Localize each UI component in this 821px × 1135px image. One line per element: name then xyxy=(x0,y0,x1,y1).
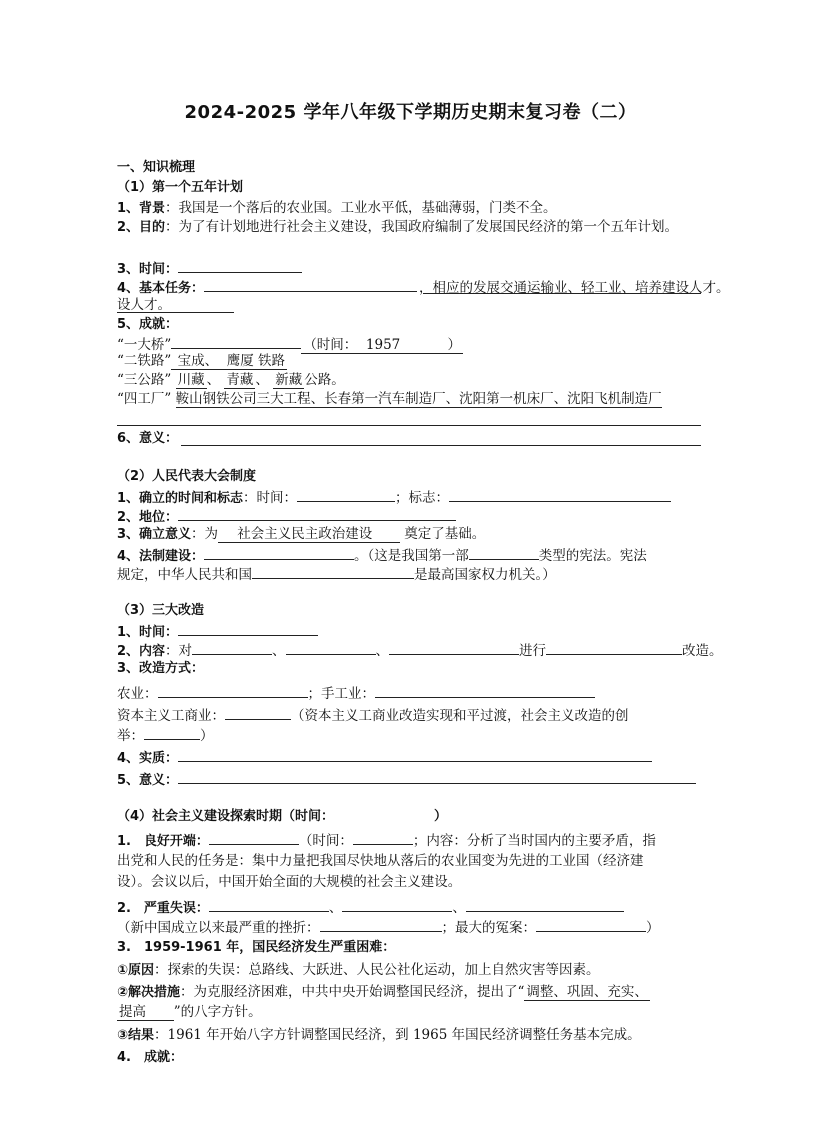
capital-line xyxy=(117,704,701,726)
good-start-time-blank[interactable] xyxy=(353,829,413,845)
capital-blank[interactable] xyxy=(225,704,291,720)
bridge-time-open: （时间： xyxy=(303,337,358,353)
agri-line xyxy=(117,682,701,704)
subheading-three-transformations: （3）三大改造 xyxy=(117,603,205,618)
meaning-post: 奠定了基础。 xyxy=(404,526,486,542)
content-blank-1[interactable] xyxy=(192,639,272,655)
rail-name-1: 宝成 xyxy=(177,353,205,369)
error-note-line xyxy=(117,916,701,938)
goal-line xyxy=(117,218,701,237)
good-start-time: （时间： xyxy=(298,833,353,849)
law-line2-pre: 规定，中华人民共和国 xyxy=(117,567,252,583)
road-line: “三公路” 川藏 、 青藏 、 新藏 公路。 xyxy=(117,372,345,388)
result-label: ③结果 xyxy=(117,1028,155,1043)
exploration-heading-text: （4）社会主义建设探索时期（时间： xyxy=(117,809,335,824)
essence-line xyxy=(117,746,701,768)
good-start-label: 良好开端 xyxy=(143,834,196,849)
method-line xyxy=(117,659,701,678)
error-colon: ： xyxy=(195,901,209,916)
error-note-mid: ；最大的冤案： xyxy=(441,920,536,936)
essence-blank[interactable] xyxy=(178,746,652,762)
content-separator-1: 、 xyxy=(272,643,286,659)
subheading-npc: （2）人民代表大会制度 xyxy=(117,469,257,484)
handicraft-label: ；手工业： xyxy=(307,686,375,702)
content-separator-2: 、 xyxy=(375,643,390,659)
result-line xyxy=(117,1026,701,1045)
status-line xyxy=(117,505,701,527)
error-label: 严重失误 xyxy=(143,901,196,916)
task-line xyxy=(117,276,730,298)
capital-note: （资本主义工商业改造实现和平过渡，社会主义改造的创 xyxy=(291,708,629,724)
meaning-fill: 社会主义民主政治建设 xyxy=(237,526,373,542)
cause-label: ①原因 xyxy=(117,963,155,978)
section-heading: 一、知识梳理 xyxy=(117,160,196,175)
good-start-line-3: 设）。会议以后，中国开始全面的大规模的社会主义建设。 xyxy=(117,874,462,890)
good-start-colon: ： xyxy=(195,834,209,849)
solution-line xyxy=(117,983,701,1002)
establish-mark-blank[interactable] xyxy=(449,486,671,502)
meaning-line xyxy=(117,525,701,544)
good-start-blank[interactable] xyxy=(209,829,299,845)
goal-label: 2、目的 xyxy=(117,220,166,235)
law-label: 4、法制建设： xyxy=(117,549,205,564)
road-name-3: 新藏 xyxy=(275,372,303,388)
task-text: ，相应的发展交通运输业、轻工业、培养建设人才。 xyxy=(419,280,730,296)
factory-label: “四工厂” xyxy=(117,391,172,407)
factory-underline xyxy=(117,425,701,426)
setback-blank[interactable] xyxy=(320,916,442,932)
achievement-heading: 4. 成就： xyxy=(117,1050,183,1065)
agri-label: 农业： xyxy=(117,686,158,702)
goal-text: ：为了有计划地进行社会主义建设，我国政府编制了发展国民经济的第一个五年计划。 xyxy=(165,219,679,235)
capital-note-2: 举： xyxy=(117,728,144,744)
solution-text: ：为克服经济困难，中共中央开始调整国民经济，提出了“ xyxy=(180,984,525,1000)
rail-line xyxy=(117,352,701,371)
transform-significance-label: 5、意义： xyxy=(117,773,179,788)
capital-line-2 xyxy=(117,724,701,746)
task-label: 4、基本任务： xyxy=(117,281,205,296)
result-text: ：1961 年开始八字方针调整国民经济，到 1965 年国民经济调整任务基本完成。 xyxy=(154,1027,641,1043)
road-name-1: 川藏 xyxy=(177,372,205,388)
law-line-2 xyxy=(117,563,701,585)
capital-label: 资本主义工商业： xyxy=(117,708,225,724)
law-mid: 。（这是我国第一部 xyxy=(354,548,469,564)
bridge-blank[interactable] xyxy=(171,333,301,349)
law-blank[interactable] xyxy=(204,544,354,560)
solution-fill-1: 调整、巩固、充实、 xyxy=(526,984,648,1000)
time-label: 3、时间： xyxy=(117,262,179,277)
law-organ-blank[interactable] xyxy=(252,563,414,579)
significance-label: 6、意义： xyxy=(117,431,179,446)
rail-label: “二铁路” xyxy=(117,353,172,369)
content-blank-2[interactable] xyxy=(286,639,376,655)
road-suffix: 公路。 xyxy=(304,372,345,388)
solution-label: ②解决措施 xyxy=(117,985,181,1000)
error-blank-2[interactable] xyxy=(342,896,452,912)
factory-line xyxy=(117,390,701,409)
handicraft-blank[interactable] xyxy=(375,682,595,698)
subheading-five-year-plan: （1）第一个五年计划 xyxy=(117,180,244,195)
content-mid: 进行 xyxy=(519,643,547,659)
significance-blank[interactable] xyxy=(181,445,701,446)
good-start-line-2: 出党和人民的任务是：集中力量把我国尽快地从落后的农业国变为先进的工业国（经济建 xyxy=(117,853,644,869)
exploration-heading-close: ） xyxy=(434,809,448,824)
status-blank[interactable] xyxy=(178,505,456,521)
establish-time-label: ：时间： xyxy=(243,490,298,506)
cause-text: ：探索的失误：总路线、大跃进、人民公社化运动，加上自然灾害等因素。 xyxy=(154,962,600,978)
bridge-year: 1957 xyxy=(365,337,401,353)
meaning-label: 3、确立意义 xyxy=(117,527,192,542)
bridge-time-close: ） xyxy=(447,337,461,353)
method-label: 3、改造方式： xyxy=(117,661,205,676)
innovation-blank[interactable] xyxy=(144,724,200,740)
establish-mark-label: ；标志： xyxy=(395,490,450,506)
establish-time-blank[interactable] xyxy=(297,486,395,502)
agri-blank[interactable] xyxy=(158,682,308,698)
law-line2-post: 是最高国家权力机关。） xyxy=(414,567,556,583)
difficulty-heading: 3. 1959-1961 年，国民经济发生严重困难： xyxy=(117,940,396,955)
rail-name-2: 鹰厦 xyxy=(226,353,254,369)
good-start-line xyxy=(117,829,701,851)
capital-close: ） xyxy=(200,728,214,744)
essence-label: 4、实质： xyxy=(117,751,179,766)
good-start-content: ；内容：分析了当时国内的主要矛盾，指 xyxy=(412,833,656,849)
error-blank-1[interactable] xyxy=(209,896,329,912)
road-name-2: 青藏 xyxy=(226,372,254,388)
content-blank-3[interactable] xyxy=(389,639,519,655)
error-note-close: ） xyxy=(646,920,660,936)
background-text: ：我国是一个落后的农业国。工业水平低，基础薄弱，门类不全。 xyxy=(165,200,557,216)
task-blank[interactable] xyxy=(204,276,417,292)
rail-separator: 、 xyxy=(204,353,219,369)
background-line xyxy=(117,199,701,218)
background-label: 1、背景 xyxy=(117,201,166,216)
task-wrap: 设人才。 xyxy=(117,297,171,313)
page-title: 2024-2025 学年八年级下学期历史期末复习卷（二） xyxy=(184,102,637,123)
meaning-pre: ：为 xyxy=(191,526,219,542)
bridge-label: “一大桥” xyxy=(117,337,172,353)
error-number: 2. xyxy=(117,901,131,916)
achievement-label: 5、成就： xyxy=(117,317,179,332)
cause-line xyxy=(117,961,701,980)
content-pre: ：对 xyxy=(165,643,193,659)
error-blank-3[interactable] xyxy=(466,896,624,912)
factory-text: 鞍山钢铁公司三大工程、长春第一汽车制造厂、沈阳第一机床厂、沈阳飞机制造厂 xyxy=(175,391,662,407)
content-line xyxy=(117,639,723,661)
error-line: 2. 严重失误： 、 、 xyxy=(117,896,701,918)
establish-label: 1、确立的时间和标志 xyxy=(117,491,244,506)
solution-line-2 xyxy=(117,1003,701,1022)
rail-suffix: 铁路 xyxy=(258,353,285,369)
law-type-blank[interactable] xyxy=(469,544,539,560)
task-underline xyxy=(423,293,701,294)
transform-significance-line xyxy=(117,768,701,790)
error-note-pre: （新中国成立以来最严重的挫折： xyxy=(117,920,320,936)
subheading-exploration xyxy=(117,807,701,826)
good-start-number: 1. xyxy=(117,834,131,849)
time-blank[interactable] xyxy=(178,257,302,273)
content-post: 改造。 xyxy=(682,643,723,659)
solution-tail: ”的八字方针。 xyxy=(173,1004,262,1020)
injustice-blank[interactable] xyxy=(536,916,646,932)
transform-significance-blank[interactable] xyxy=(178,768,696,784)
road-label: “三公路” xyxy=(117,372,172,388)
content-blank-4[interactable] xyxy=(546,639,682,655)
solution-fill-2: 提高 xyxy=(119,1004,146,1020)
status-label: 2、地位： xyxy=(117,510,179,525)
transform-time-label: 1、时间： xyxy=(117,625,179,640)
content-label: 2、内容 xyxy=(117,644,166,659)
transform-time-blank[interactable] xyxy=(178,620,318,636)
law-type: 类型的宪法。宪法 xyxy=(538,548,647,564)
